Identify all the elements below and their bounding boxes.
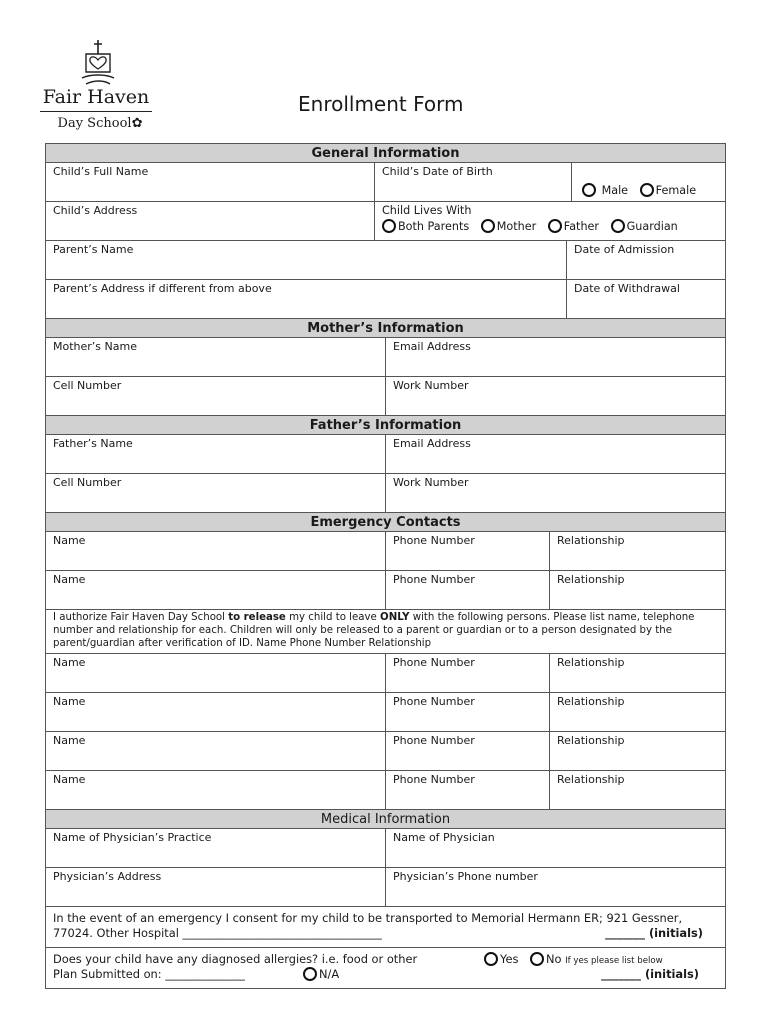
father-row-1 — [46, 435, 725, 474]
date-admission-field[interactable]: Date of Admission — [566, 241, 725, 279]
release-relationship-field[interactable]: Relationship — [549, 654, 725, 692]
release-phone-field[interactable]: Phone Number — [385, 771, 549, 809]
release-relationship-field[interactable]: Relationship — [549, 693, 725, 731]
lives-with-label: Child Lives With — [382, 204, 472, 217]
child-full-name-field[interactable]: Child’s Full Name — [53, 165, 149, 178]
lives-with-father-option[interactable]: Father — [548, 220, 599, 233]
release-row-1 — [46, 654, 725, 693]
transport-consent-row — [46, 907, 725, 948]
logo-subtitle: Day School✿ — [57, 116, 143, 131]
emergency-row-2 — [46, 571, 725, 610]
flower-icon: ✿ — [131, 116, 143, 131]
physician-address-field[interactable]: Physician’s Address — [53, 870, 162, 883]
physician-practice-field[interactable]: Name of Physician’s Practice — [53, 831, 212, 844]
release-phone-field[interactable]: Phone Number — [385, 654, 549, 692]
gender-options — [571, 163, 725, 201]
section-header-mother: Mother’s Information — [46, 319, 725, 338]
section-header-medical: Medical Information — [46, 810, 725, 829]
form-title: Enrollment Form — [298, 92, 464, 117]
father-cell-field[interactable]: Cell Number — [53, 476, 122, 489]
allergy-row — [46, 948, 725, 989]
physician-phone-field[interactable]: Physician’s Phone number — [385, 868, 725, 906]
emergency-name-field[interactable]: Name — [53, 573, 86, 586]
if-yes-note: If yes please list below — [565, 956, 663, 966]
release-phone-field[interactable]: Phone Number — [385, 732, 549, 770]
father-email-field[interactable]: Email Address — [385, 435, 725, 473]
father-work-field[interactable]: Work Number — [385, 474, 725, 512]
allergy-question — [46, 948, 725, 988]
allergy-yes-radio-icon[interactable] — [484, 952, 498, 966]
mother-cell-field[interactable]: Cell Number — [53, 379, 122, 392]
other-hospital-field[interactable]: 77024. Other Hospital ___________________________________ — [53, 926, 382, 940]
father-name-field[interactable]: Father’s Name — [53, 437, 133, 450]
emergency-row-1 — [46, 532, 725, 571]
enrollment-form — [45, 143, 726, 989]
release-name-field[interactable]: Name — [53, 773, 86, 786]
allergy-question-text: Does your child have any diagnosed allergies? i.e. food or other — [53, 952, 418, 966]
mother-work-field[interactable]: Work Number — [385, 377, 725, 415]
child-address-field[interactable]: Child’s Address — [53, 204, 138, 217]
parent-name-field[interactable]: Parent’s Name — [53, 243, 134, 256]
release-relationship-field[interactable]: Relationship — [549, 732, 725, 770]
transport-consent-line1: In the event of an emergency I consent for my child to be transported to Memorial Hermann ER; 921 Gessner, — [53, 911, 683, 925]
mother-name-field[interactable]: Mother’s Name — [53, 340, 137, 353]
father-row-2 — [46, 474, 725, 513]
release-name-field[interactable]: Name — [53, 695, 86, 708]
gender-male-option[interactable]: Male — [582, 184, 628, 197]
plan-submitted-field[interactable]: Plan Submitted on: ______________ — [53, 967, 245, 981]
release-authorization-row — [46, 610, 725, 654]
emergency-phone-field[interactable]: Phone Number — [385, 571, 549, 609]
gender-female-option[interactable]: Female — [640, 184, 696, 197]
lives-with-guardian-option[interactable]: Guardian — [611, 220, 678, 233]
male-radio-icon[interactable] — [582, 183, 596, 197]
allergy-na-option[interactable]: N/A — [303, 967, 339, 982]
medical-row-2 — [46, 868, 725, 907]
lives-with-mother-option[interactable]: Mother — [481, 220, 536, 233]
medical-row-1 — [46, 829, 725, 868]
emergency-phone-field[interactable]: Phone Number — [385, 532, 549, 570]
father-radio-icon[interactable] — [548, 219, 562, 233]
section-header-father: Father’s Information — [46, 416, 725, 435]
section-header-emergency: Emergency Contacts — [46, 513, 725, 532]
child-dob-field[interactable]: Child’s Date of Birth — [374, 163, 571, 201]
guardian-radio-icon[interactable] — [611, 219, 625, 233]
lives-with-both-option[interactable]: Both Parents — [382, 220, 469, 233]
section-header-general: General Information — [46, 144, 725, 163]
general-row-2 — [46, 202, 725, 241]
allergy-no-radio-icon[interactable] — [530, 952, 544, 966]
allergy-no-option[interactable]: No If yes please list below — [530, 952, 663, 969]
release-relationship-field[interactable]: Relationship — [549, 771, 725, 809]
release-row-2 — [46, 693, 725, 732]
general-row-1 — [46, 163, 725, 202]
school-logo — [40, 38, 152, 136]
mother-radio-icon[interactable] — [481, 219, 495, 233]
allergy-na-radio-icon[interactable] — [303, 967, 317, 981]
transport-initials-field[interactable]: _______ (initials) — [605, 926, 703, 940]
general-row-3 — [46, 241, 725, 280]
release-authorization-text: I authorize Fair Haven Day School to release my child to leave ONLY with the following persons. Please list name, telephone number and relationship for each. Children will only be released to a parent or guardian or to a person designated by the parent/guardian after verification of ID. Name Phone Number Relationship — [53, 612, 695, 649]
general-row-4 — [46, 280, 725, 319]
logo-name: Fair Haven — [42, 86, 150, 108]
release-name-field[interactable]: Name — [53, 734, 86, 747]
emergency-relationship-field[interactable]: Relationship — [549, 571, 725, 609]
heart-school-logo-icon — [78, 38, 118, 86]
allergy-yes-option[interactable]: Yes — [484, 952, 518, 967]
physician-name-field[interactable]: Name of Physician — [385, 829, 725, 867]
allergy-initials-field[interactable]: _______ (initials) — [601, 967, 699, 981]
release-name-field[interactable]: Name — [53, 656, 86, 669]
release-row-4 — [46, 771, 725, 810]
female-radio-icon[interactable] — [640, 183, 654, 197]
release-row-3 — [46, 732, 725, 771]
emergency-name-field[interactable]: Name — [53, 534, 86, 547]
lives-with-field — [374, 202, 725, 240]
mother-row-1 — [46, 338, 725, 377]
transport-consent-text — [46, 907, 725, 947]
emergency-relationship-field[interactable]: Relationship — [549, 532, 725, 570]
logo-rule — [40, 111, 152, 112]
mother-row-2 — [46, 377, 725, 416]
mother-email-field[interactable]: Email Address — [385, 338, 725, 376]
both-parents-radio-icon[interactable] — [382, 219, 396, 233]
date-withdrawal-field[interactable]: Date of Withdrawal — [566, 280, 725, 318]
release-phone-field[interactable]: Phone Number — [385, 693, 549, 731]
parent-address-field[interactable]: Parent’s Address if different from above — [53, 282, 272, 295]
